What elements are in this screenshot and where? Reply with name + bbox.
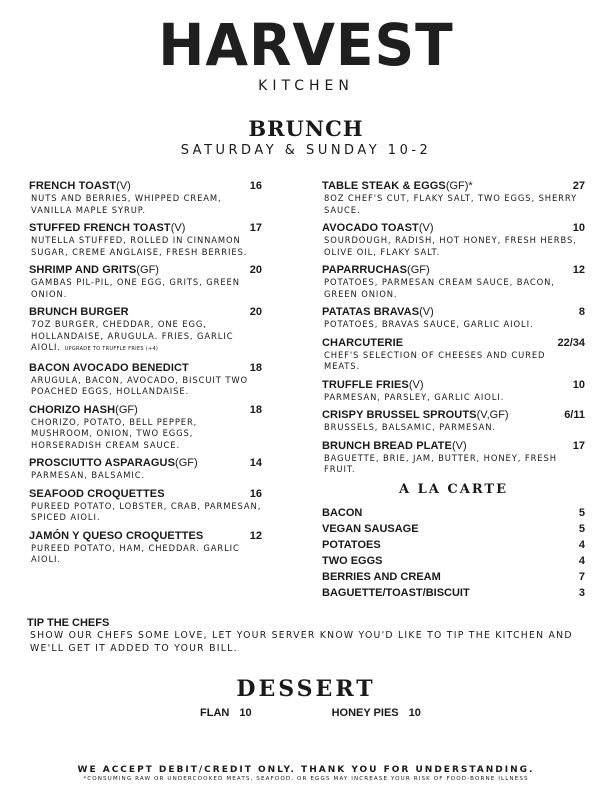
menu-item-price: 10 [572, 378, 585, 391]
a-la-carte-price: 3 [578, 586, 585, 599]
a-la-carte-price: 5 [578, 522, 585, 535]
a-la-carte-name: TWO EGGS [322, 554, 383, 567]
menu-item [29, 264, 262, 300]
menu-item-price: 6/11 [564, 409, 585, 421]
menu-item-tag: (GF)* [445, 180, 473, 192]
menu-item-header [322, 222, 585, 235]
menu-item-title [29, 362, 189, 375]
menu-item-description [322, 319, 585, 331]
menu-item-price: 20 [249, 264, 262, 276]
menu-item [29, 306, 262, 356]
a-la-carte-title: A LA CARTE [399, 481, 508, 497]
dessert-item [200, 707, 262, 719]
menu-item-description-text: 8OZ CHEF'S CUT, FLAKY SALT, TWO EGGS, SHERRY SAUCE. [324, 193, 578, 215]
menu-item [322, 264, 585, 300]
menu-item-name: BACON AVOCADO BENEDICT [29, 361, 189, 374]
menu-item-description [29, 277, 262, 300]
brunch-hours: SATURDAY & SUNDAY 10-2 [180, 143, 432, 158]
menu-item-description [322, 235, 585, 258]
menu-item [322, 379, 585, 404]
menu-item-description-text: ARUGULA, BACON, AVOCADO, BISCUIT TWO POACHED EGGS, HOLLANDAISE. [31, 374, 249, 396]
menu-item-description-text: NUTS AND BERRIES, WHIPPED CREAM, VANILLA MAPLE SYRUP. [31, 193, 222, 215]
menu-item-price: 20 [249, 306, 262, 318]
menu-item-title [29, 222, 185, 235]
menu-item-header [322, 337, 585, 350]
menu-item-header [29, 222, 262, 235]
menu-item-price: 14 [249, 457, 262, 469]
menu-item-header [322, 264, 585, 277]
consumption-warning: *CONSUMING RAW OR UNDERCOOKED MEATS, SEAFOOD, OR EGGS MAY INCREASE YOUR RISK OF FOOD-BORNE ILLNESS [83, 776, 529, 782]
menu-item-name: TRUFFLE FRIES [322, 378, 409, 391]
menu-item-header [322, 306, 585, 319]
brunch-title: BRUNCH [248, 116, 364, 141]
menu-item-description-text: CHORIZO, POTATO, BELL PEPPER, MUSHROOM, ONION, TWO EGGS, HORSERADISH CREAM SAUCE. [31, 416, 198, 450]
menu-item-tag: (GF) [175, 457, 198, 469]
menu-item-tag: (V) [170, 222, 186, 234]
tip-title: TIP THE CHEFS [27, 617, 110, 629]
menu-item [322, 222, 585, 258]
menu-item-title [322, 306, 434, 319]
menu-item-tag: (V) [418, 222, 434, 234]
footer [0, 765, 612, 782]
a-la-carte-item [322, 521, 585, 537]
dessert-price: 10 [408, 707, 421, 719]
a-la-carte-name: POTATOES [322, 538, 381, 551]
menu-item-price: 16 [249, 180, 262, 192]
a-la-carte-name: VEGAN SAUSAGE [322, 522, 419, 535]
a-la-carte-price: 4 [578, 554, 585, 567]
menu-item-title [29, 306, 129, 319]
menu-item-description [322, 453, 585, 476]
menu-item-name: SEAFOOD CROQUETTES [29, 487, 165, 500]
menu-item-price: 18 [249, 403, 262, 416]
menu-item-header [322, 180, 585, 193]
menu-item [322, 337, 585, 373]
menu-item-title [29, 180, 131, 193]
menu-item-description-text: SOURDOUGH, RADISH, HOT HONEY, FRESH HERBS, OLIVE OIL, FLAKY SALT. [324, 235, 577, 257]
a-la-carte-item [322, 569, 585, 585]
menu-item-tag: (V) [116, 180, 131, 192]
menu-item-description [29, 193, 262, 216]
a-la-carte-price: 5 [578, 506, 585, 519]
menu-item-header [29, 306, 262, 319]
menu-item-tag: (V) [451, 439, 467, 452]
menu-item-price: 12 [249, 529, 262, 542]
menu-item-price: 17 [572, 439, 585, 452]
dessert-list [200, 707, 431, 719]
restaurant-logo [0, 11, 612, 94]
menu-item-price: 17 [249, 222, 262, 234]
menu-item-tag: (GF) [136, 264, 159, 276]
menu-item-description-text: POTATOES, BRAVAS SAUCE, GARLIC AIOLI. [324, 319, 534, 329]
menu-item-description-text: BRUSSELS, BALSAMIC, PARMESAN. [324, 422, 496, 432]
menu-item-header [29, 404, 262, 417]
menu-item-name: FRENCH TOAST [29, 180, 117, 192]
menu-item-name: PROSCIUTTO ASPARAGUS [29, 457, 176, 469]
menu-item-price: 16 [249, 487, 262, 500]
dessert-name: FLAN [200, 707, 230, 719]
menu-item [322, 180, 585, 216]
menu-item [322, 409, 585, 434]
menu-item-title [322, 409, 509, 422]
menu-item-title [29, 264, 159, 277]
menu-item-description [29, 470, 262, 482]
menu-item-description [29, 501, 262, 524]
menu-item-name: PAPARRUCHAS [322, 264, 408, 276]
menu-item-header [322, 379, 585, 392]
a-la-carte-name: BAGUETTE/TOAST/BISCUIT [322, 586, 470, 599]
menu-item-description [322, 422, 585, 434]
menu-item-header [29, 264, 262, 277]
menu-item-price: 27 [572, 180, 585, 192]
menu-item-name: BRUNCH BURGER [29, 306, 129, 318]
dessert-name: HONEY PIES [331, 707, 399, 719]
menu-item-header [29, 530, 262, 543]
a-la-carte-item [322, 585, 585, 601]
menu-item-title [29, 530, 203, 543]
menu-item-description-text: PARMESAN, PARSLEY, GARLIC AIOLI. [324, 391, 505, 402]
menu-item-description-text: PUREED POTATO, LOBSTER, CRAB, PARMESAN, SPICED AIOLI. [31, 500, 262, 522]
menu-item-title [322, 379, 424, 392]
menu-item-header [29, 488, 262, 501]
menu-item-description-text: POTATOES, PARMESAN CREAM SAUCE, BACON, GREEN ONION. [324, 277, 555, 299]
menu-item-description [29, 417, 262, 452]
menu-item [29, 488, 262, 524]
menu-item-description [322, 350, 585, 373]
menu-item-name: PATATAS BRAVAS [322, 306, 420, 318]
menu-item-name: JAMÓN Y QUESO CROQUETTES [29, 529, 204, 542]
dessert-price: 10 [239, 707, 252, 719]
a-la-carte-name: BACON [322, 506, 363, 519]
menu-item-header [29, 180, 262, 193]
menu-item-description [29, 319, 262, 356]
a-la-carte-item [322, 505, 585, 521]
menu-item-header [29, 362, 262, 375]
menu-item-title [29, 404, 138, 417]
menu-item-title [29, 488, 165, 501]
menu-item-description-text: CHEF'S SELECTION OF CHEESES AND CURED MEATS. [324, 349, 546, 371]
a-la-carte-item [322, 553, 585, 569]
menu-item-tag: (V) [408, 378, 424, 391]
menu-item-description [322, 193, 585, 216]
menu-item-name: SHRIMP AND GRITS [29, 264, 137, 276]
menu-item-description [29, 375, 262, 398]
payment-notice: WE ACCEPT DEBIT/CREDIT ONLY. THANK YOU FOR UNDERSTANDING. [77, 765, 535, 775]
menu-item [29, 404, 262, 452]
a-la-carte-item [322, 537, 585, 553]
menu-item [29, 362, 262, 398]
dessert-title: DESSERT [236, 676, 376, 702]
menu-item-description-text: PARMESAN, BALSAMIC. [31, 470, 146, 480]
menu-item-description [322, 277, 585, 300]
menu-item [322, 440, 585, 476]
menu-item-description [322, 392, 585, 404]
logo-subtitle: KITCHEN [258, 78, 354, 94]
logo-title: HARVEST [158, 11, 454, 79]
menu-item-header [29, 457, 262, 470]
menu-item-price: 10 [572, 222, 585, 234]
menu-item [29, 457, 262, 482]
menu-item-name: AVOCADO TOAST [322, 222, 419, 234]
menu-item [29, 180, 262, 216]
menu-item-tag: (V,GF) [476, 409, 509, 421]
dessert-item [332, 707, 431, 719]
menu-item-title [322, 337, 403, 350]
a-la-carte-price: 7 [578, 570, 585, 583]
tip-text: SHOW OUR CHEFS SOME LOVE, LET YOUR SERVER KNOW YOU'D LIKE TO TIP THE KITCHEN AND WE'LL GET IT ADDED TO YOUR BILL. [30, 630, 573, 654]
menu-item-name: CRISPY BRUSSEL SPROUTS [322, 409, 477, 421]
left-menu-column [29, 180, 262, 572]
menu-item-tag: (GF) [407, 264, 430, 276]
menu-item-name: CHARCUTERIE [322, 336, 404, 349]
menu-item-description-text: PUREED POTATO, HAM, CHEDDAR. GARLIC AIOLI. [31, 542, 240, 564]
menu-item-name: CHORIZO HASH [29, 403, 116, 416]
menu-item-price: 8 [578, 306, 585, 318]
menu-item-description-text: 7OZ BURGER, CHEDDAR, ONE EGG, HOLLANDAISE, ARUGULA. FRIES, GARLIC AIOLI. [31, 319, 234, 352]
menu-item-price: 12 [572, 264, 585, 276]
menu-item-name: STUFFED FRENCH TOAST [29, 222, 171, 234]
menu-item-tag: (V) [419, 306, 434, 318]
menu-item-title [322, 222, 434, 235]
menu-item-description-text: GAMBAS PIL-PIL, ONE EGG, GRITS, GREEN ONION. [31, 277, 240, 299]
menu-item-header [322, 409, 585, 422]
menu-item-description [29, 235, 262, 258]
a-la-carte-name: BERRIES AND CREAM [322, 570, 441, 583]
menu-item-name: BRUNCH BREAD PLATE [322, 439, 452, 452]
menu-item-description [29, 543, 262, 566]
a-la-carte-list [322, 505, 585, 601]
menu-item-header [322, 440, 585, 453]
menu-item-price: 18 [249, 361, 262, 374]
menu-item-name: TABLE STEAK & EGGS [322, 180, 446, 192]
menu-item-title [322, 440, 467, 453]
menu-item-title [29, 457, 198, 470]
menu-item-description-text: NUTELLA STUFFED, ROLLED IN CINNAMON SUGAR, CREME ANGLAISE, FRESH BERRIES. [31, 235, 248, 257]
menu-item [29, 530, 262, 566]
a-la-carte-price: 4 [578, 538, 585, 551]
tip-section [27, 617, 587, 655]
menu-item-title [322, 264, 430, 277]
right-menu-column [322, 180, 585, 601]
menu-item-title [322, 180, 473, 193]
menu-item [29, 222, 262, 258]
menu-item [322, 306, 585, 331]
menu-item-price: 22/34 [557, 336, 585, 349]
menu-item-description-text: BAGUETTE, BRIE, JAM, BUTTER, HONEY, FRESH FRUIT. [324, 452, 557, 474]
menu-item-tag: (GF) [115, 403, 138, 416]
menu-item-note: UPGRADE TO TRUFFLE FRIES (+4) [64, 346, 159, 352]
